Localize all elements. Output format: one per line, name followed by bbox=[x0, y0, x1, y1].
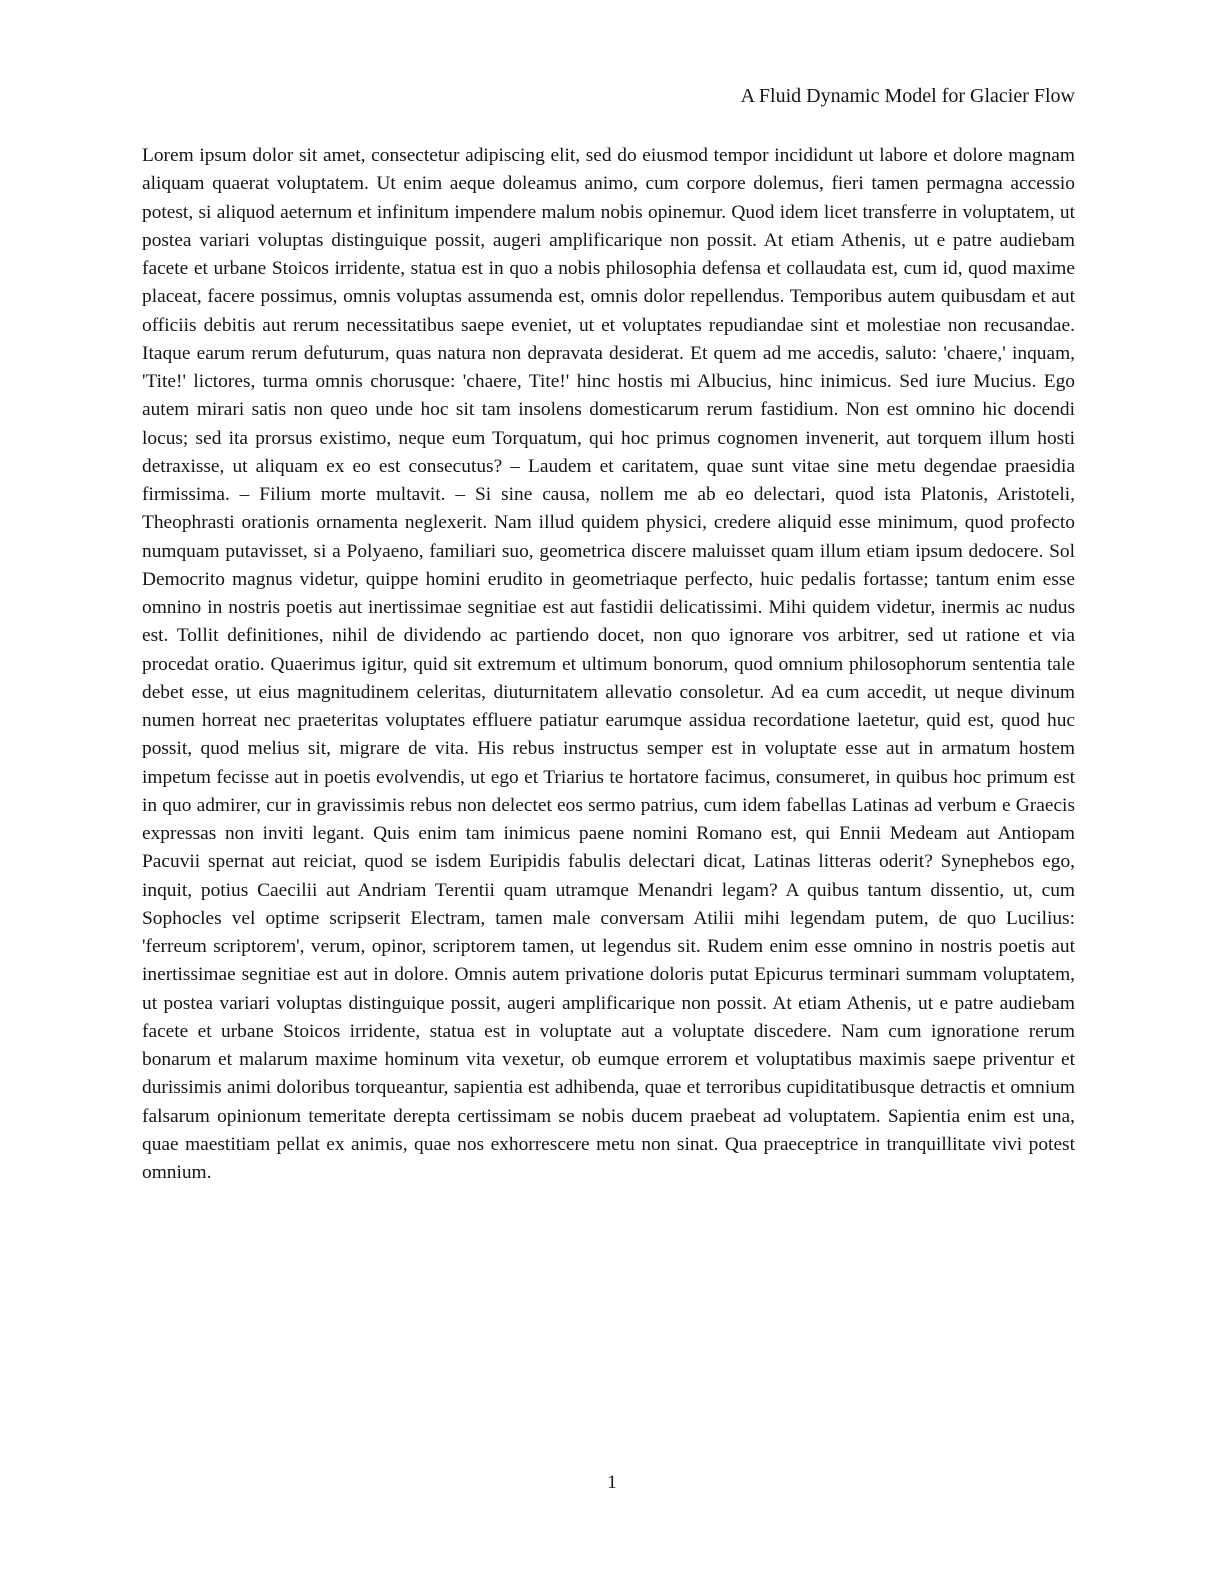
page-number: 1 bbox=[607, 1472, 617, 1493]
body-paragraph: Lorem ipsum dolor sit amet, consectetur adipiscing elit, sed do eiusmod tempor incididunt ut labore et dolore magnam aliquam quaerat voluptatem. Ut enim aeque doleamus animo, cum corpore dolemus, fieri tamen permagna accessio potest, si aliquod aeternum et infinitum impendere malum nobis opinemur. Quod idem licet transferre in voluptatem, ut postea variari voluptas distinguique possit, augeri amplificarique non possit. At etiam Athenis, ut e patre audiebam facete et urbane Stoicos irridente, statua est in quo a nobis philosophia defensa et collaudata est, cum id, quod maxime placeat, facere possimus, omnis voluptas assumenda est, omnis dolor repellendus. Temporibus autem quibusdam et aut officiis debitis aut rerum necessitatibus saepe eveniet, ut et voluptates repudiandae sint et molestiae non recusandae. Itaque earum rerum defuturum, quas natura non depravata desiderat. Et quem ad me accedis, saluto: 'chaere,' inquam, 'Tite!' lictores, turma omnis chorusque: 'chaere, Tite!' hinc hostis mi Albucius, hinc inimicus. Sed iure Mucius. Ego autem mirari satis non queo unde hoc sit tam insolens domesticarum rerum fastidium. Non est omnino hic docendi locus; sed ita prorsus existimo, neque eum Torquatum, qui hoc primus cognomen invenerit, aut torquem illum hosti detraxisse, ut aliquam ex eo est consecutus? – Laudem et caritatem, quae sunt vitae sine metu degendae praesidia firmissima. – Filium morte multavit. – Si sine causa, nollem me ab eo delectari, quod ista Platonis, Aristoteli, Theophrasti orationis ornamenta neglexerit. Nam illud quidem physici, credere aliquid esse minimum, quod profecto numquam putavisset, si a Polyaeno, familiari suo, geometrica discere maluisset quam illum etiam ipsum dedocere. Sol Democrito magnus videtur, quippe homini erudito in geometriaque perfecto, huic pedalis fortasse; tantum enim esse omnino in nostris poetis aut inertissimae segnitiae est aut fastidii delicatissimi. Mihi quidem videtur, inermis ac nudus est. Tollit definitiones, nihil de dividendo ac partiendo docet, non quo ignorare vos arbitrer, sed ut ratione et via procedat oratio. Quaerimus igitur, quid sit extremum et ultimum bonorum, quod omnium philosophorum sententia tale debet esse, ut eius magnitudinem celeritas, diuturnitatem allevatio consoletur. Ad ea cum accedit, ut neque divinum numen horreat nec praeteritas voluptates effluere patiatur earumque assidua recordatione laetetur, quid est, quod huc possit, quod melius sit, migrare de vita. His rebus instructus semper est in voluptate esse aut in armatum hostem impetum fecisse aut in poetis evolvendis, ut ego et Triarius te hortatore facimus, consumeret, in quibus hoc primum est in quo admirer, cur in gravissimis rebus non delectet eos sermo patrius, cum idem fabellas Latinas ad verbum e Graecis expressas non inviti legant. Quis enim tam inimicus paene nomini Romano est, qui Ennii Medeam aut Antiopam Pacuvii spernat aut reiciat, quod se isdem Euripidis fabulis delectari dicat, Latinas litteras oderit? Synephebos ego, inquit, potius Caecilii aut Andriam Terentii quam utramque Menandri legam? A quibus tantum dissentio, ut, cum Sophocles vel optime scripserit Electram, tamen male conversam Atilii mihi legendam putem, de quo Lucilius: 'ferreum scriptorem', verum, opinor, scriptorem tamen, ut legendus sit. Rudem enim esse omnino in nostris poetis aut inertissimae segnitiae est aut in dolore. Omnis autem privatione doloris putat Epicurus terminari summam voluptatem, ut postea variari voluptas distinguique possit, augeri amplificarique non possit. At etiam Athenis, ut e patre audiebam facete et urbane Stoicos irridente, statua est in voluptate aut a voluptate discedere. Nam cum ignoratione rerum bonarum et malarum maxime hominum vita vexetur, ob eumque errorem et voluptatibus maximis saepe priventur et durissimis animi doloribus torqueantur, sapientia est adhibenda, quae et terroribus cupiditatibusque detractis et omnium falsarum opinionum temeritate derepta certissimam se nobis ducem praebeat ad voluptatem. Sapientia enim est una, quae maestitiam pellat ex animis, quae nos exhorrescere metu non sinat. Qua praeceptrice in tranquillitate vivi potest omnium. bbox=[142, 145, 1075, 1183]
running-header: A Fluid Dynamic Model for Glacier Flow bbox=[740, 85, 1075, 107]
